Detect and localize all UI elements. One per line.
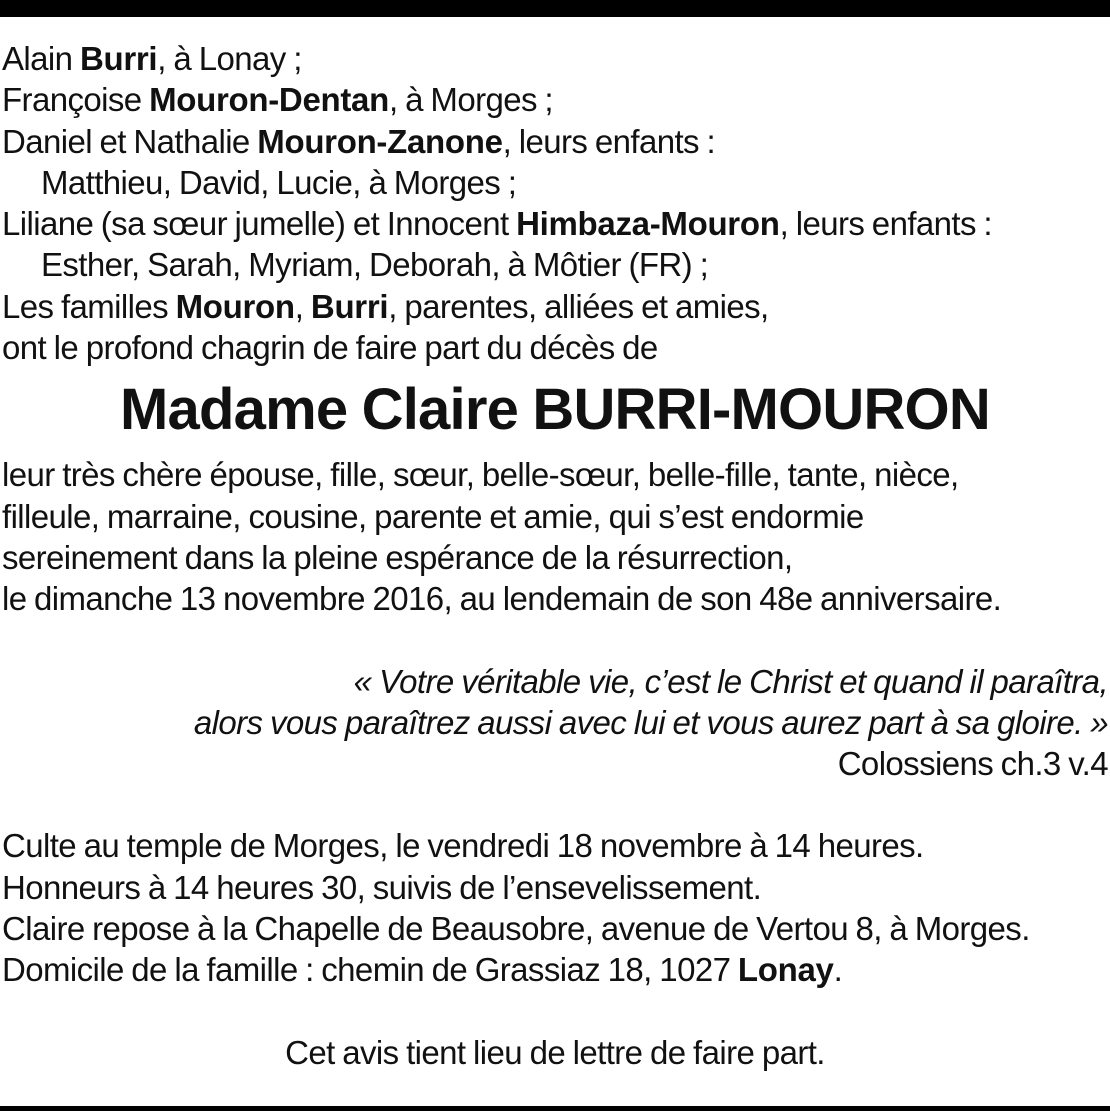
location: , à Lonay ; <box>157 40 302 77</box>
first-name: Liliane (sa sœur jumelle) et Innocent <box>2 205 517 243</box>
footer-note: Cet avis tient lieu de lettre de faire part. <box>285 1033 825 1071</box>
surname: Mouron <box>175 287 295 325</box>
domicile-address: Domicile de la famille : chemin de Grassiaz 18, 1027 <box>2 951 738 989</box>
culte-line: Culte au temple de Morges, le vendredi 18 novembre à 14 heures. <box>2 827 924 865</box>
family-line-families <box>2 286 1108 327</box>
repose-line: Claire repose à la Chapelle de Beausobre, avenue de Vertou 8, à Morges. <box>2 910 1030 948</box>
description-line: sereinement dans la pleine espérance de la résurrection, <box>2 538 793 576</box>
relations: , parentes, alliées et amies, <box>388 287 769 325</box>
separator: , <box>294 287 311 325</box>
family-line-liliane <box>2 203 1108 244</box>
top-border-rule <box>0 0 1110 17</box>
first-name: Daniel et Nathalie <box>2 122 258 160</box>
family-line-alain <box>2 38 1108 79</box>
domicile-town: Lonay <box>737 951 834 989</box>
quote-line: « Votre véritable vie, c’est le Christ et quand il paraîtra, <box>353 662 1108 700</box>
first-name: Alain <box>2 40 80 77</box>
family-line-daniel <box>2 121 1108 162</box>
death-notice <box>2 38 1108 1073</box>
families-prefix: Les familles <box>2 287 176 325</box>
announcement-line: ont le profond chagrin de faire part du décès de <box>2 329 658 367</box>
surname: Burri <box>79 40 158 77</box>
relation: , leurs enfants : <box>779 205 992 243</box>
surname: Himbaza-Mouron <box>516 205 780 243</box>
honneurs-line: Honneurs à 14 heures 30, suivis de l’ensevelissement. <box>2 868 762 906</box>
ceremony-details <box>2 825 1108 990</box>
deceased-name-heading: Madame Claire BURRI-MOURON <box>120 377 990 443</box>
description-line: le dimanche 13 novembre 2016, au lendemain de son 48e anniversaire. <box>2 580 1002 618</box>
surname: Mouron-Zanone <box>257 122 503 160</box>
domicile-line <box>2 949 1108 990</box>
surname: Burri <box>310 287 389 325</box>
description-line: leur très chère épouse, fille, sœur, belle-sœur, belle-fille, tante, nièce, <box>2 456 959 494</box>
description-line: filleule, marraine, cousine, parente et amie, qui s’est endormie <box>2 497 864 535</box>
bottom-border-rule <box>0 1106 1110 1111</box>
surname: Mouron-Dentan <box>149 81 389 119</box>
first-name: Françoise <box>2 81 150 119</box>
relation: , leurs enfants : <box>502 122 716 160</box>
family-line-daniel-children: Matthieu, David, Lucie, à Morges ; <box>41 163 517 201</box>
location: , à Morges ; <box>388 81 554 119</box>
bible-quote <box>2 661 1108 785</box>
family-line-francoise <box>2 79 1108 120</box>
family-line-liliane-children: Esther, Sarah, Myriam, Deborah, à Môtier (FR) ; <box>41 246 709 284</box>
domicile-end: . <box>833 951 843 989</box>
quote-source: Colossiens ch.3 v.4 <box>837 745 1108 783</box>
quote-line: alors vous paraîtrez aussi avec lui et vous aurez part à sa gloire. » <box>193 703 1108 741</box>
